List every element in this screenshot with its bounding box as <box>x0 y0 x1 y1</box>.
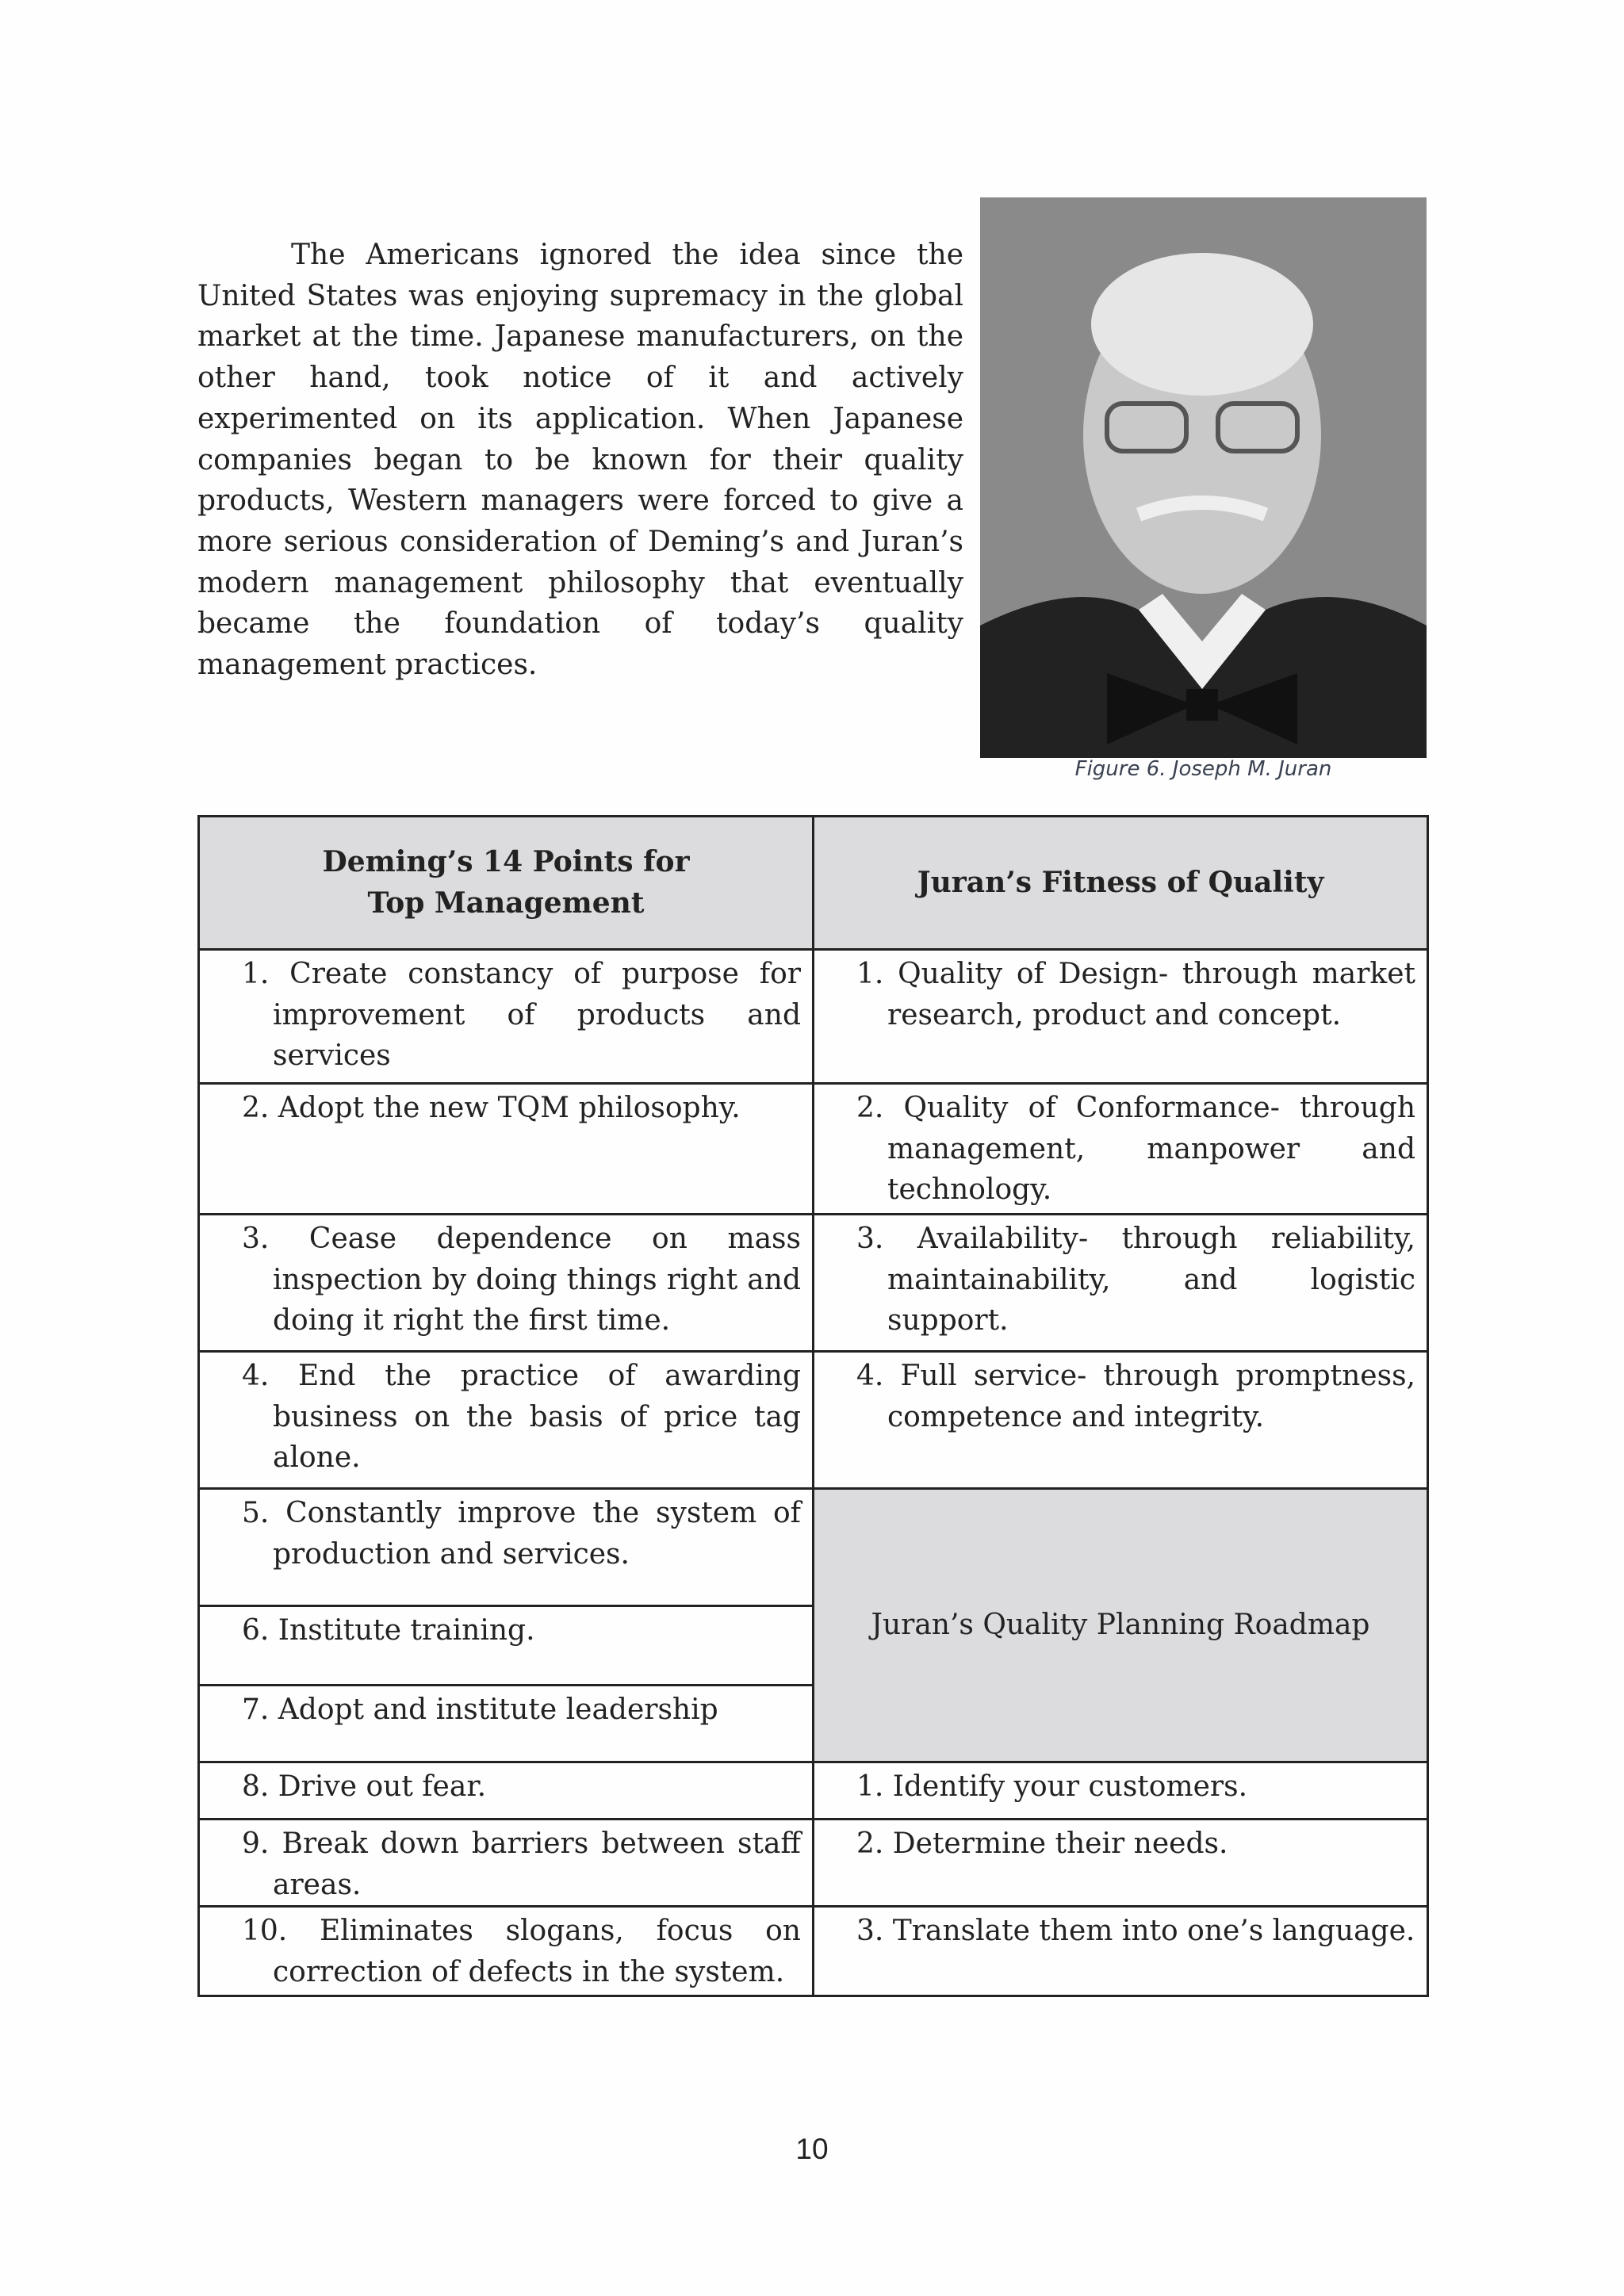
deming-point: 9. Break down barriers between staff areas. <box>242 1827 801 1901</box>
table-row <box>199 1907 1428 1996</box>
deming-point: 6. Institute training. <box>242 1614 535 1647</box>
table-header-row <box>199 817 1428 950</box>
juran-photo <box>980 197 1427 758</box>
deming-point: 5. Constantly improve the system of production and services. <box>242 1497 801 1571</box>
table-row <box>199 950 1428 1084</box>
roadmap-step: 2. Determine their needs. <box>856 1827 1228 1860</box>
table-row <box>199 1352 1428 1489</box>
fitness-item: 3. Availability- through reliability, maintainability, and logistic support. <box>856 1223 1415 1337</box>
deming-point: 1. Create constancy of purpose for improvement of products and services <box>242 958 801 1073</box>
fitness-item: 1. Quality of Design- through market research, product and concept. <box>856 958 1415 1031</box>
figure-caption: Figure 6. Joseph M. Juran <box>1074 757 1332 781</box>
table-row <box>199 1762 1428 1820</box>
deming-point: 2. Adopt the new TQM philosophy. <box>242 1092 741 1124</box>
table-row <box>199 1820 1428 1907</box>
deming-point: 8. Drive out fear. <box>242 1770 487 1803</box>
deming-point: 4. End the practice of awarding business on the basis of price tag alone. <box>242 1360 801 1475</box>
table-row <box>199 1215 1428 1352</box>
body-paragraph: The Americans ignored the idea since the United States was enjoying supremacy in the global market at the time. Japanese manufacturers, on the other hand, took notice of it and actively experimented on its application. When Japanese companies began to be known for their quality products, Western managers were forced to give a more serious consideration of Deming’s and Juran’s modern management philosophy that eventually became the foundation of today’s quality management practices. <box>197 239 963 682</box>
deming-point: 3. Cease dependence on mass inspection by doing things right and doing it right the first time. <box>242 1223 801 1337</box>
roadmap-step: 1. Identify your customers. <box>856 1770 1248 1803</box>
roadmap-title: Juran’s Quality Planning Roadmap <box>814 1489 1428 1762</box>
roadmap-step: 3. Translate them into one’s language. <box>856 1915 1415 1948</box>
deming-point: 7. Adopt and institute leadership <box>242 1693 718 1726</box>
deming-point: 10. Eliminates slogans, focus on correction of defects in the system. <box>242 1915 801 1989</box>
table-row <box>199 1084 1428 1215</box>
fitness-item: 2. Quality of Conformance- through management, manpower and technology. <box>856 1092 1415 1207</box>
header-deming: Deming’s 14 Points for Top Management <box>199 817 814 950</box>
portrait-image <box>980 197 1427 758</box>
quality-comparison-table <box>197 815 1429 1997</box>
page-number: 10 <box>795 2133 829 2165</box>
fitness-item: 4. Full service- through promptness, competence and integrity. <box>856 1360 1415 1433</box>
table-row <box>199 1489 1428 1606</box>
header-juran: Juran’s Fitness of Quality <box>814 817 1428 950</box>
